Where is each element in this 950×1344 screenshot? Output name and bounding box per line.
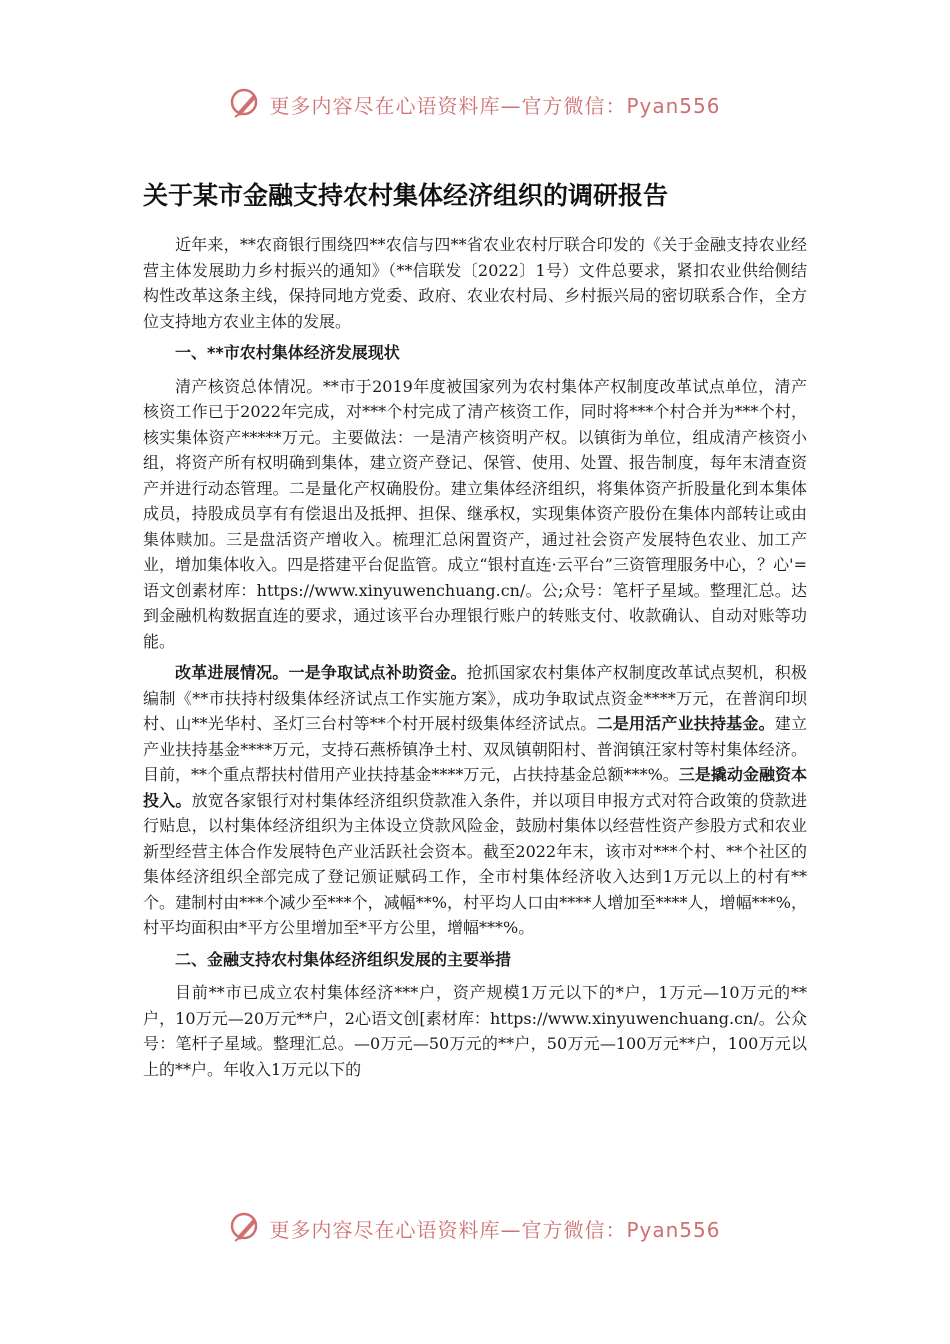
footer-watermark	[0, 1206, 950, 1250]
pen-logo-icon	[229, 1211, 263, 1245]
paragraph-current-status: 目前**市已成立农村集体经济***户，资产规模1万元以下的*户，1万元—10万元的**户，10万元—20万元**户，2心语文创[素材库：https://www.xinyuwenchuang.cn/。公众号：笔杆子星域。整理汇总。—0万元—50万元的**户，50万元—100万元**户，100万元以上的**户。年收入1万元以下的	[143, 983, 807, 1079]
reform-text-2: 建立产业扶持基金****万元，支持石燕桥镇净土村、双凤镇朝阳村、普润镇汪家村等村集体经济。目前，**个重点帮扶村借用产业扶持基金****万元，占扶持基金总额***%。	[143, 714, 807, 784]
paragraph-asset-review: 清产核资总体情况。**市于2019年度被国家列为农村集体产权制度改革试点单位，清产核资工作已于2022年完成，对***个村完成了清产核资工作，同时将***个村合并为***个村，核实集体资产*****万元。主要做法：一是清产核资明产权。以镇街为单位，组成清产核资小组，将资产所有权明确到集体，建立资产登记、保管、使用、处置、报告制度，每年末清查资产并进行动态管理。二是量化产权确股份。建立集体经济组织，将集体资产折股量化到本集体成员，持股成员享有有偿退出及抵押、担保、继承权，实现集体资产股份在集体内部转让或由集体赎加。三是盘活资产增收入。梳理汇总闲置资产，通过社会资产发展特色农业、加工产业，增加集体收入。四是搭建平台促监管。成立“银村直连·云平台”三资管理服务中心，？心'=语文创素材库：https://www.xinyuwenchuang.cn/。公;众号：笔杆子星域。整理汇总。达到金融机构数据直连的要求，通过该平台办理银行账户的转账支付、收款确认、自动对账等功能。	[143, 376, 807, 651]
section-heading-1: 一、**市农村集体经济发展现状	[175, 343, 400, 362]
reform-bold-3: 三是撬动金融资本投入。	[143, 765, 807, 810]
document-body	[143, 232, 807, 1088]
reform-lead: 改革进展情况。一是争取试点补助资金。	[175, 663, 467, 682]
reform-text-3: 放宽各家银行对村集体经济组织贷款准入条件，并以项目申报方式对符合政策的贷款进行贴息，以村集体经济组织为主体设立贷款风险金，鼓励村集体以经营性资产参股方式和农业新型经营主体合作发展特色产业活跃社会资本。截至2022年末，该市对***个村、**个社区的集体经济组织全部完成了登记颁证赋码工作，全市村集体经济收入达到1万元以上的村有**个。建制村由***个减少至***个，减幅**%，村平均人口由****人增加至****人，增幅***%，村平均面积由*平方公里增加至*平方公里，增幅***%。	[143, 790, 807, 937]
reform-bold-2: 二是用活产业扶持基金。	[596, 714, 775, 733]
watermark-text: 更多内容尽在心语资料库—官方微信：Pyan556	[269, 1217, 721, 1242]
paragraph-intro: 近年来，**农商银行围绕四**农信与四**省农业农村厅联合印发的《关于金融支持农业经营主体发展助力乡村振兴的通知》（**信联发〔2022〕1号）文件总要求，紧扣农业供给侧结构性改革这条主线，保持同地方党委、政府、农业农村局、乡村振兴局的密切联系合作，全方位支持地方农业主体的发展。	[143, 235, 807, 331]
section-heading-2: 二、金融支持农村集体经济组织发展的主要举措	[175, 949, 512, 969]
paragraph-reform-progress	[143, 660, 807, 941]
watermark-text: 更多内容尽在心语资料库—官方微信：Pyan556	[269, 93, 721, 118]
reform-text-1: 抢抓国家农村集体产权制度改革试点契机，积极编制《**市扶持村级集体经济试点工作实施方案》，成功争取试点资金****万元，在普润印坝村、山**光华村、圣灯三台村等**个村开展村级集体经济试点。	[143, 663, 807, 733]
pen-logo-icon	[229, 87, 263, 121]
header-watermark	[0, 82, 950, 126]
page-title: 关于某市金融支持农村集体经济组织的调研报告	[143, 181, 669, 210]
